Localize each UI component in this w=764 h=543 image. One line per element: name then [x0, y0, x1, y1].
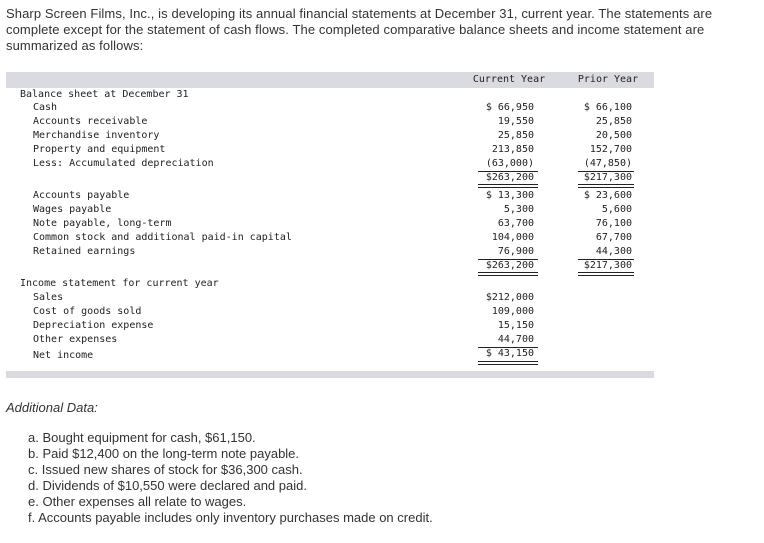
footer-band	[6, 371, 654, 378]
depreciation-expense-current: 15,150	[497, 320, 534, 331]
cash-current: $ 66,950	[485, 102, 534, 113]
retained-earnings-current: 76,900	[497, 246, 534, 257]
property-equipment-current: 213,850	[491, 144, 534, 155]
row-label-accounts-payable: Accounts payable	[33, 190, 130, 201]
row-label-accumulated-depreciation: Less: Accumulated depreciation	[33, 158, 214, 169]
row-label-wages-payable: Wages payable	[33, 204, 112, 215]
row-label-depreciation-expense: Depreciation expense	[33, 320, 154, 331]
cost-of-goods-sold-current: 109,000	[491, 306, 534, 317]
accumulated-depreciation-prior: (47,850)	[583, 158, 632, 169]
balance-sheet-title: Balance sheet at December 31	[20, 89, 189, 100]
sales-current: $212,000	[485, 292, 534, 303]
note-payable-current: 63,700	[497, 218, 534, 229]
additional-item-d: d. Dividends of $10,550 were declared and paid.	[28, 478, 307, 493]
row-label-common-stock: Common stock and additional paid-in capital	[33, 232, 292, 243]
accounts-receivable-prior: 25,850	[595, 116, 632, 127]
column-header-prior-year: Prior Year	[577, 74, 639, 85]
liabilities-total-double-rule-current	[478, 272, 538, 276]
common-stock-current: 104,000	[491, 232, 534, 243]
income-statement-title: Income statement for current year	[20, 278, 219, 289]
note-payable-prior: 76,100	[595, 218, 632, 229]
total-liabilities-equity-current: $263,200	[485, 260, 534, 271]
accounts-payable-current: $ 13,300	[485, 190, 534, 201]
header-band	[6, 72, 654, 88]
cash-prior: $ 66,100	[583, 102, 632, 113]
additional-item-b: b. Paid $12,400 on the long-term note payable.	[28, 446, 300, 461]
total-liabilities-equity-prior: $217,300	[583, 260, 632, 271]
liabilities-total-double-rule-prior	[578, 272, 634, 276]
additional-item-a: a. Bought equipment for cash, $61,150.	[28, 430, 256, 445]
row-label-cash: Cash	[33, 102, 58, 113]
additional-item-e: e. Other expenses all relate to wages.	[28, 494, 247, 509]
row-label-sales: Sales	[33, 292, 64, 303]
retained-earnings-prior: 44,300	[595, 246, 632, 257]
accumulated-depreciation-current: (63,000)	[485, 158, 534, 169]
property-equipment-prior: 152,700	[589, 144, 632, 155]
row-label-note-payable: Note payable, long-term	[33, 218, 172, 229]
row-label-net-income: Net income	[33, 350, 94, 361]
additional-data-title: Additional Data:	[6, 400, 98, 415]
row-label-other-expenses: Other expenses	[33, 334, 118, 345]
total-assets-prior: $217,300	[583, 172, 632, 183]
row-label-retained-earnings: Retained earnings	[33, 246, 136, 257]
assets-total-double-rule-current	[478, 184, 538, 188]
net-income-double-rule	[478, 361, 538, 365]
accounts-payable-prior: $ 23,600	[583, 190, 632, 201]
additional-item-c: c. Issued new shares of stock for $36,300 cash.	[28, 462, 303, 477]
additional-item-f: f. Accounts payable includes only inventory purchases made on credit.	[28, 510, 433, 525]
net-income-current: $ 43,150	[485, 348, 534, 359]
wages-payable-prior: 5,600	[601, 204, 632, 215]
column-header-current-year: Current Year	[472, 74, 546, 85]
accounts-receivable-current: 19,550	[497, 116, 534, 127]
merchandise-inventory-current: 25,850	[497, 130, 534, 141]
intro-text: Sharp Screen Films, Inc., is developing its annual financial statements at December 31, current year. The statements are complete except for the statement of cash flows. The completed comparative balance sheets and income statement are summarized as follows:	[6, 6, 713, 53]
common-stock-prior: 67,700	[595, 232, 632, 243]
row-label-property-equipment: Property and equipment	[33, 144, 166, 155]
total-assets-current: $263,200	[485, 172, 534, 183]
row-label-cost-of-goods-sold: Cost of goods sold	[33, 306, 142, 317]
wages-payable-current: 5,300	[503, 204, 534, 215]
row-label-merchandise-inventory: Merchandise inventory	[33, 130, 160, 141]
other-expenses-current: 44,700	[497, 334, 534, 345]
financial-statements-table	[6, 72, 654, 378]
additional-data-list	[28, 430, 433, 526]
assets-total-double-rule-prior	[578, 184, 634, 188]
row-label-accounts-receivable: Accounts receivable	[33, 116, 148, 127]
merchandise-inventory-prior: 20,500	[595, 130, 632, 141]
